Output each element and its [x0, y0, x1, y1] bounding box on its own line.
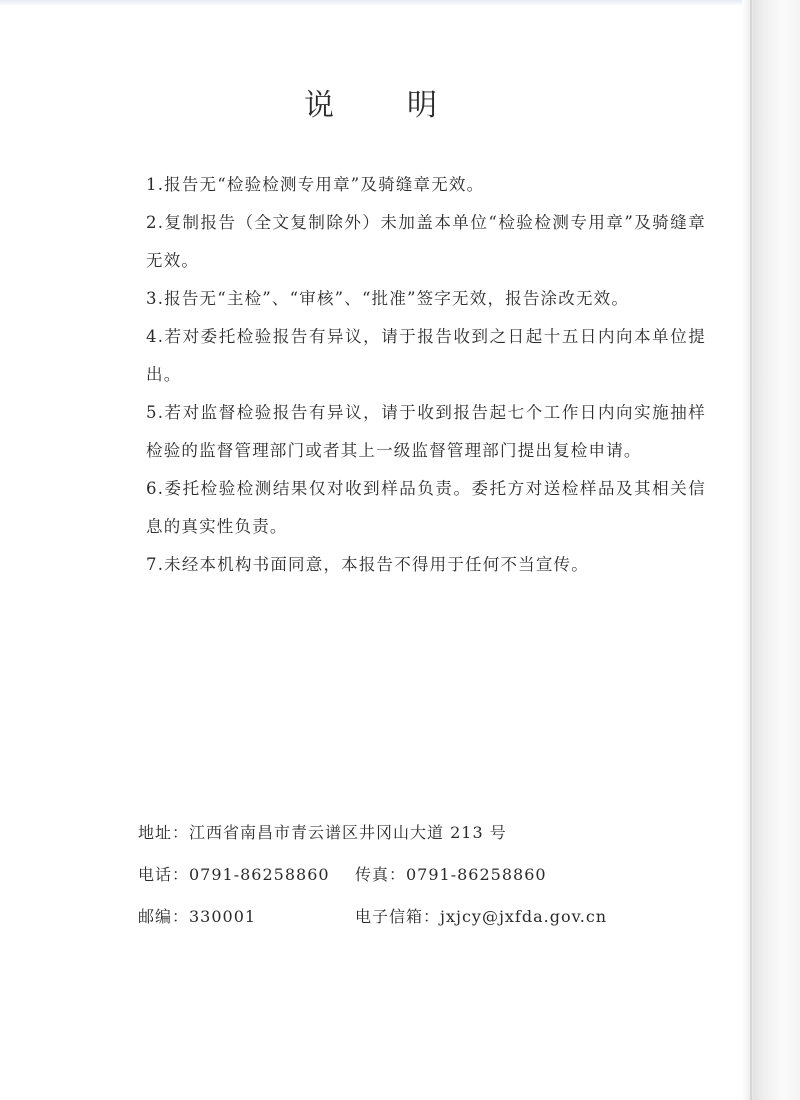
- contact-row-address: [138, 820, 698, 862]
- page-title-char-2: 明: [407, 88, 438, 123]
- contact-info: [138, 820, 698, 946]
- email-text: 电子信箱：jxjcy@jxfda.gov.cn: [355, 907, 608, 926]
- contact-row-postcode-email: [138, 904, 698, 946]
- note-item-1: 1.报告无“检验检测专用章”及骑缝章无效。: [146, 175, 485, 194]
- page-title-char-1: 说: [304, 88, 335, 123]
- fax-text: 传真：0791-86258860: [355, 865, 547, 884]
- note-item-6: 6.委托检验检测结果仅对收到样品负责。委托方对送检样品及其相关信息的真实性负责。: [146, 479, 706, 536]
- address-text: 地址：江西省南昌市青云谱区井冈山大道 213 号: [138, 823, 507, 842]
- phone-text: 电话：0791-86258860: [138, 865, 330, 884]
- contact-row-phone-fax: [138, 862, 698, 904]
- note-item-7: 7.未经本机构书面同意，本报告不得用于任何不当宣传。: [146, 555, 589, 574]
- note-item-4: 4.若对委托检验报告有异议，请于报告收到之日起十五日内向本单位提出。: [146, 327, 706, 384]
- page-title: [0, 80, 742, 124]
- note-item-5: 5.若对监督检验报告有异议，请于收到报告起七个工作日内向实施抽样检验的监督管理部门或者其上一级监督管理部门提出复检申请。: [146, 403, 706, 460]
- note-item-3: 3.报告无“主检”、“审核”、“批准”签字无效，报告涂改无效。: [146, 289, 630, 308]
- postcode-text: 邮编：330001: [138, 907, 257, 926]
- notes-list: [146, 166, 706, 584]
- scan-top-tint: [0, 0, 800, 6]
- note-item-2: 2.复制报告（全文复制除外）未加盖本单位“检验检测专用章”及骑缝章无效。: [146, 213, 706, 270]
- scan-page-edge-line: [750, 0, 752, 1100]
